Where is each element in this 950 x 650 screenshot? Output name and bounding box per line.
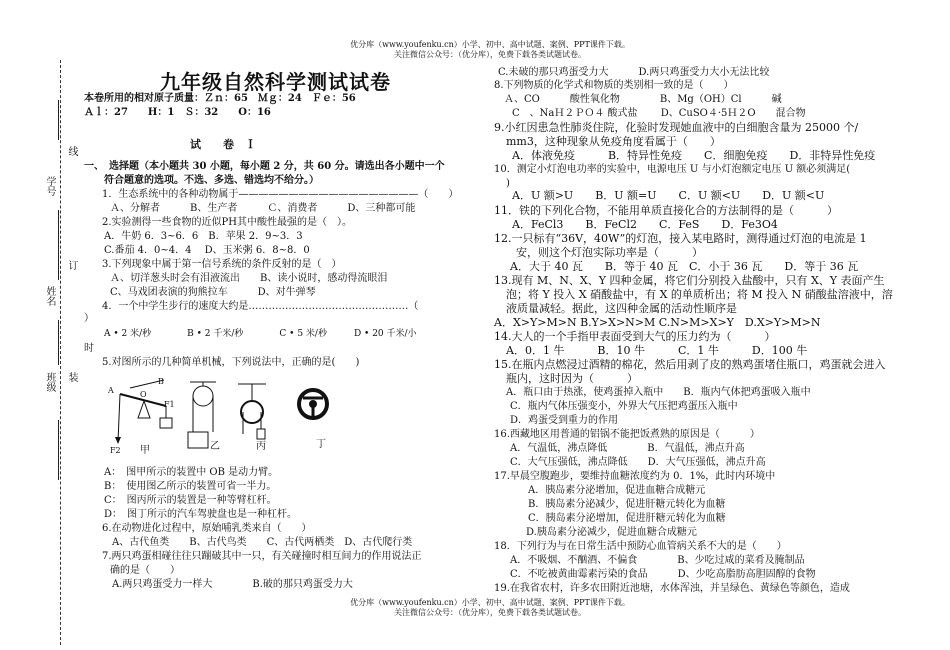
fig-label-F2: F2 [110,446,121,455]
q6: 6.在动物进化过程中，原始哺乳类来自（ ） [102,523,312,534]
fig-label-jia: 甲 [140,445,150,456]
header-line-1: 优分库（www.youfenku.cn）小学、初中、高中试题、案例、PPT课件下载。 [350,40,630,49]
q4: 4．一个中学生步行的速度大约是…………………………………………（ [102,301,419,312]
q18-options-cd: C．不吃被黄曲霉素污染的食品 D、少吃高脂肪高胆固醇的食物 [510,569,816,580]
atomic-mass-line-2: Ａｌ：27 H：1 Ｓ：32 O：16 [84,107,271,118]
q16-options-ab: A．气温低，沸点降低 B．气温低，沸点升高 [510,443,745,454]
q3-options-1: Ａ、切洋葱头时会有泪液流出 B、读小说时，感动得流眼泪 [110,273,388,284]
q12-tail: 安，则这个灯泡实际功率是（ ） [516,246,703,259]
q16: 16.西藏地区用普通的铝锅不能把饭煮熟的原因是（ ） [494,429,760,440]
q9-tail: mm3，这种现象从免疫角度看属于（ ） [506,135,721,148]
q5-option-d: D： 图丁所示的汽车驾驶盘也是一种杠杆。 [104,509,298,520]
q17-option-a: A．胰岛素分泌增加，促进血糖合成糖元 [528,485,706,496]
q15: 15.在瓶内点燃浸过酒精的棉花，然后用剥了皮的熟鸡蛋堵住瓶口，鸡蛋就会进入 [494,358,886,371]
footer-line-2: 关注微信公众号：（优分库），免费下载各类试题试卷。 [394,608,586,617]
q15-options-ab: A．瓶口由于热涨，使鸡蛋掉入瓶中 B．瓶内气体把鸡蛋吸入瓶中 [506,387,811,398]
q13-line-2: 泡；将 Y 投入 X 硝酸盐中，有 X 的单质析出；将 M 投入 N 硝酸盐溶液中，溶 [506,288,893,301]
fig-label-B: B [158,377,164,386]
q12: 12.一只标有“36V，40W”的灯泡，接入某电路时，测得通过灯泡的电流是 1 [494,232,867,245]
q8-options-cd: C 、NaＨ２ＰＯ４ 酸式盐 D、CuSO４·5Ｈ２O 混合物 [512,108,806,119]
q2: 2.实验测得一些食物的近似PH其中酸性最强的是（ ）。 [102,217,352,228]
q9-options: A．体液免疫 B．特异性免疫 C．细胞免疫 D．非特异性免疫 [512,149,876,162]
page-title: 九年级自然科学测试试卷 [160,70,391,94]
q13-options: A．X>Y>M>N B.Y>X>N>M C.N>M>X>Y D.X>Y>M>N [494,316,821,329]
q7-options-ab: A.两只鸡蛋受力一样大 B.破的那只鸡蛋受力大 [112,579,353,590]
q8-options-ab: Ａ、CO 酸性氧化物 B、Mg（OH）Cl 碱 [504,94,782,105]
q10-options: A．U 额>U B．U 额=U C．U 额<U D．U 额<U [512,189,825,202]
q9: 9.小红因患急性肺炎住院，化验时发现她血液中的白细胞含量为 25000 个/ [494,121,859,134]
q16-options-cd: C．大气压强低，沸点降低 D．大气压强低，沸点升高 [510,457,766,468]
q2-options-1: A．牛奶 6．3~6．6 B．苹果 2．9~3．3 [104,231,303,242]
q17-option-d: D.胰岛素分泌减少，促进血糖合成糖元 [526,527,697,538]
q2-options-2: C.番茄 4．0~4．4 D、玉米粥 6．8~8．0 [104,245,310,256]
fig-label-F1: F1 [164,400,175,409]
q11: 11．铁的下列化合物，不能用单质直接化合的方法制得的是（ ） [494,204,838,217]
q18-options-ab: A．不吸烟、不酗酒、不偏食 B、少吃过咸的菜肴及腌制品 [510,555,805,566]
header-line-2: 关注微信公众号：（优分库），免费下载各类试题试卷。 [394,50,586,59]
q5-option-c: C： 图丙所示的装置是一种等臂杠杆。 [104,495,277,506]
q4-options-tail: 时 [84,343,94,354]
binding-line [60,60,61,645]
q5: 5.对图所示的几种简单机械，下列说法中，正确的是( ) [102,357,360,368]
q7-options-cd: C.未破的那只鸡蛋受力大 D.两只鸡蛋受力大小无法比较 [498,67,770,78]
q3: 3.下列现象中属于第一信号系统的条件反射的是（ ） [102,259,342,270]
simple-machines-figure [108,374,348,454]
q10: 10．测定小灯泡电功率的实验中，电源电压 U 与小灯泡额定电压 U 额必须满足( [494,164,851,175]
binding-mark-order: 订 [66,260,77,270]
q5-option-b: B： 使用图乙所示的装置可省一半力。 [104,481,277,492]
q8: 8.下列物质的化学式和物质的类别相一致的是（ ） [494,80,734,91]
q5-option-a: A： 图甲所示的装置中 OB 是动力臂。 [104,467,279,478]
q19: 19.在我省农村，许多农田附近池塘，水体浑浊，并呈绿色、黄绿色等颜色，造成 [494,583,850,594]
part1-line-2: 符合题意的选项。不选、多选、错选均不给分。） [104,175,319,186]
q17-option-b: B．胰岛素分泌减少，促进肝糖元转化为血糖 [528,499,726,510]
q1-options: Ａ、分解者 B、生产者 Ｃ、消费者 D、三种都可能 [110,203,416,214]
fig-label-ding: 丁 [316,439,326,450]
fig-label-bing: 丙 [256,441,266,452]
q1: 1．生态系统中的各种动物属于——————————————————（ ） [102,189,459,200]
q15-tail: 瓶内，这时因为（ ） [506,372,638,385]
binding-label-name: 姓名 [44,286,55,306]
footer-line-1: 优分库（www.youfenku.cn）小学、初中、高中试题、案例、PPT课件下载。 [350,598,630,607]
q12-options: A．大于 40 瓦 B．等于 40 瓦 C．小于 36 瓦 D．等于 36 瓦 [510,260,859,273]
q15-option-d: D．鸡蛋受到重力的作用 [510,415,619,426]
q4-tail: ） [84,313,94,324]
q15-option-c: C．瓶内气体压强变小，外界大气压把鸡蛋压入瓶中 [510,401,738,412]
q3-options-2: C、马戏团表演的狗熊拉车 D、对牛弹琴 [110,287,316,298]
fig-label-A: A [108,386,114,395]
part1-line-1: 一、 选择题（本小题共 30 小题，每小题 2 分，共 60 分。请选出各小题中一个 [84,161,445,172]
q10-tail: ) [506,178,510,189]
section-title: 试 卷 Ｉ [190,138,256,151]
binding-label-class: 班级 [44,372,55,392]
fig-label-yi: 乙 [210,441,220,452]
q11-options: A．FeCl3 B．FeCl2 C．FeS D．Fe3O4 [512,218,778,231]
binding-mark-line: 线 [66,146,77,156]
q18: 18．下列行为与在日常生活中预防心血管病关系不大的是（ ） [494,541,787,552]
q4-options: A • 2 米/秒 B • 2 千米/秒 C • 5 米/秒 D • 20 千米/小 [104,329,417,339]
q6-options: A、古代鱼类 B、古代鸟类 C、古代两栖类 D、古代爬行类 [112,537,413,548]
q14: 14.大人的一个手指甲表面受到大气的压力约为（ ） [494,330,776,343]
q7: 7.两只鸡蛋相碰往往只蹦破其中一只，有关碰撞时相互间力的作用说法正 [102,551,422,562]
q13: 13.现有 M、N、X、Y 四种金属，将它们分别投入盐酸中，只有 X、Y 表面产生 [494,274,885,287]
atomic-mass-line-1: 本卷所用的相对原子质量：Ｚｎ：65 Ｍｇ：24 Ｆｅ：56 [84,93,356,104]
q14-options: A．0．1 牛 B．10 牛 C．1 牛 D．100 牛 [506,344,808,357]
q17-option-c: C．胰岛素分泌增加，促进肝糖元转化为血糖 [528,513,726,524]
q17: 17.早晨空腹跑步，要维持血糖浓度约为 0．1%，此时内环境中 [494,471,776,482]
binding-label-student-no: 学号 [44,176,55,196]
q13-line-3: 液质量减轻。据此，这四种金属的活动性顺序是 [506,302,737,315]
q7-tail: 确的是（ ） [110,565,180,576]
binding-mark-bind: 装 [66,372,77,382]
fig-label-O: O [140,390,147,399]
